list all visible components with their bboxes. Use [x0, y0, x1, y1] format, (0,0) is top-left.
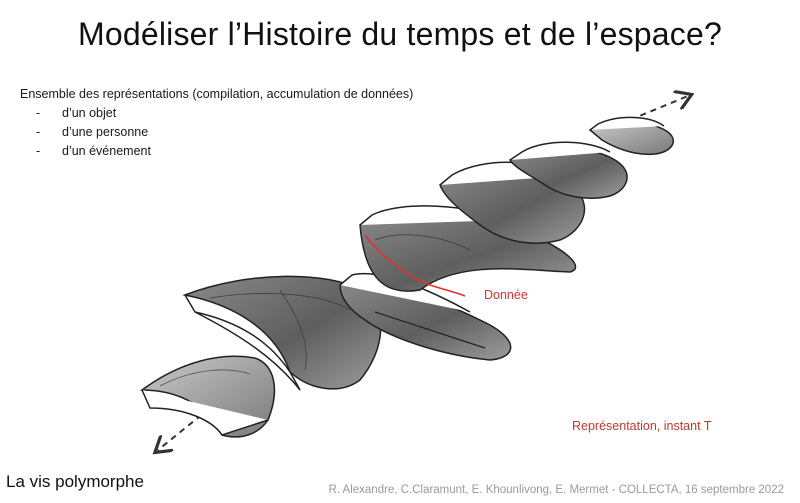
slide-footer-credits: R. Alexandre, C.Claramunt, E. Khounlivong, E. Mermet - COLLECTA, 16 septembre 2022	[328, 484, 784, 496]
bullet-dash: -	[36, 125, 41, 139]
bullet-text: d’une personne	[62, 125, 149, 139]
slide-title: Modéliser l’Histoire du temps et de l’espace?	[78, 16, 722, 52]
bullet-text: d’un événement	[62, 144, 151, 158]
helix-blade	[142, 356, 274, 437]
list-item	[36, 104, 151, 123]
helix-screw-illustration	[140, 90, 700, 462]
bullet-list	[36, 104, 151, 161]
donnee-label: Donnée	[484, 288, 528, 302]
bullet-dash: -	[36, 144, 41, 158]
intro-text: Ensemble des représentations (compilation, accumulation de données)	[20, 87, 414, 101]
slide-caption: La vis polymorphe	[6, 472, 144, 491]
bullet-dash: -	[36, 106, 41, 120]
list-item	[36, 142, 151, 161]
list-item	[36, 123, 151, 142]
bullet-text: d’un objet	[62, 106, 117, 120]
representation-label: Représentation, instant T	[572, 419, 712, 433]
